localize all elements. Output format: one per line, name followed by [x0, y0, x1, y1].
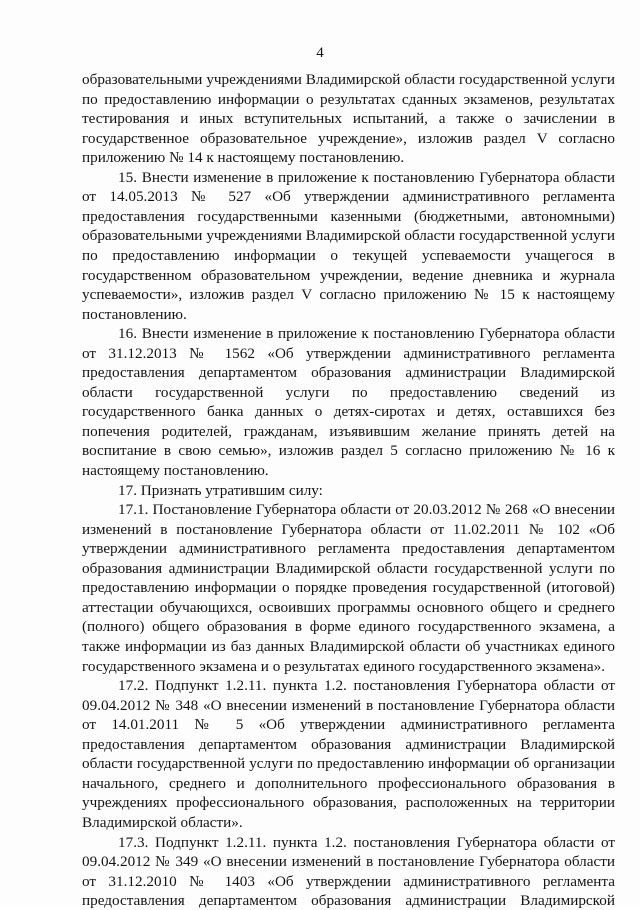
text-line: учреждениях профессионального образования, расположенных на территории	[82, 794, 615, 812]
text-line: утверждении административного регламента предоставления департаментом	[82, 540, 615, 558]
text-line: 09.04.2012 № 348 «О внесении изменений в постановление Губернатора области	[82, 696, 615, 714]
text-line: от 31.12.2013 № 1562 «Об утверждении административного регламента	[82, 344, 615, 362]
text-line: постановлению.	[82, 305, 187, 323]
text-line: образовательными учреждениями Владимирской области государственной услуги	[82, 227, 615, 245]
text-line: области государственной услуги по предоставлению информации об организации	[82, 755, 615, 773]
text-line: 17.2. Подпункт 1.2.11. пункта 1.2. постановления Губернатора области от	[118, 677, 615, 695]
text-line: (полного) общего образования в форме единого государственного экзамена, а	[82, 618, 615, 636]
text-line: области государственной услуги по предоставлению сведений из	[82, 383, 615, 401]
text-line: тестирования и иных вступительных испытаний, а также о зачислении в	[82, 110, 615, 128]
text-line: образования администрации Владимирской области государственной услуги по	[82, 559, 615, 577]
text-line: 17.1. Постановление Губернатора области от 20.03.2012 № 268 «О внесении	[118, 501, 615, 519]
text-line: также информации из баз данных Владимирской области об участниках единого	[82, 638, 615, 655]
text-line: начального, среднего и дополнительного профессионального образования в	[82, 774, 615, 792]
text-line: образовательными учреждениями Владимирской области государственной услуги	[82, 71, 615, 88]
text-line: 17. Признать утратившим силу:	[118, 481, 323, 499]
text-line: предоставления государственными казенными (бюджетными, автономными)	[82, 207, 615, 225]
text-line: 16. Внести изменение в приложение к постановлению Губернатора области	[118, 325, 615, 343]
text-line: от 31.12.2010 № 1403 «Об утверждении административного регламента	[82, 872, 615, 890]
text-line: 09.04.2012 № 349 «О внесении изменений в постановление Губернатора области	[82, 853, 615, 870]
text-line: 17.3. Подпункт 1.2.11. пункта 1.2. постановления Губернатора области от	[118, 833, 615, 851]
text-line: аттестации обучающихся, освоивших программы основного общего и среднего	[82, 598, 615, 616]
text-line: по предоставлению информации о текущей успеваемости учащегося в	[82, 247, 615, 264]
text-line: предоставления департаментом образования администрации Владимирской	[82, 364, 615, 382]
text-line: изменений в постановление Губернатора области от 11.02.2011 № 102 «Об	[82, 520, 615, 538]
text-line: предоставления департаментом образования администрации Владимирской	[82, 892, 615, 910]
page-number: 4	[316, 45, 324, 61]
text-line: государственного экзамена и о результатах единого государственного экзамена».	[82, 657, 606, 675]
text-line: от 14.01.2011 № 5 «Об утверждении административного регламента	[82, 716, 615, 734]
text-line: приложению № 14 к настоящему постановлению.	[82, 149, 405, 167]
text-line: успеваемости», изложив раздел V согласно приложению № 15 к настоящему	[82, 286, 615, 304]
text-line: от 14.05.2013 № 527 «Об утверждении административного регламента	[82, 188, 615, 206]
text-line: государственное образовательное учреждение», изложив раздел V согласно	[82, 129, 615, 147]
text-line: попечения родителей, гражданам, изъявившим желание принять детей на	[82, 422, 615, 440]
text-line: настоящему постановлению.	[82, 462, 269, 479]
text-line: государственного банка данных о детях-сиротах и детях, оставшихся без	[82, 403, 615, 421]
text-line: государственном образовательном учреждении, ведение дневника и журнала	[82, 266, 615, 284]
text-line: Владимирской области».	[82, 813, 243, 831]
text-line: 15. Внести изменение в приложение к постановлению Губернатора области	[118, 168, 615, 186]
text-line: по предоставлению информации о результатах сданных экзаменов, результатах	[82, 90, 615, 108]
text-line: предоставлению информации о порядке проведения государственной (итоговой)	[82, 579, 615, 597]
text-line: воспитание в свою семью», изложив раздел 5 согласно приложению № 16 к	[82, 442, 615, 460]
text-line: предоставления департаментом образования администрации Владимирской	[82, 735, 615, 753]
